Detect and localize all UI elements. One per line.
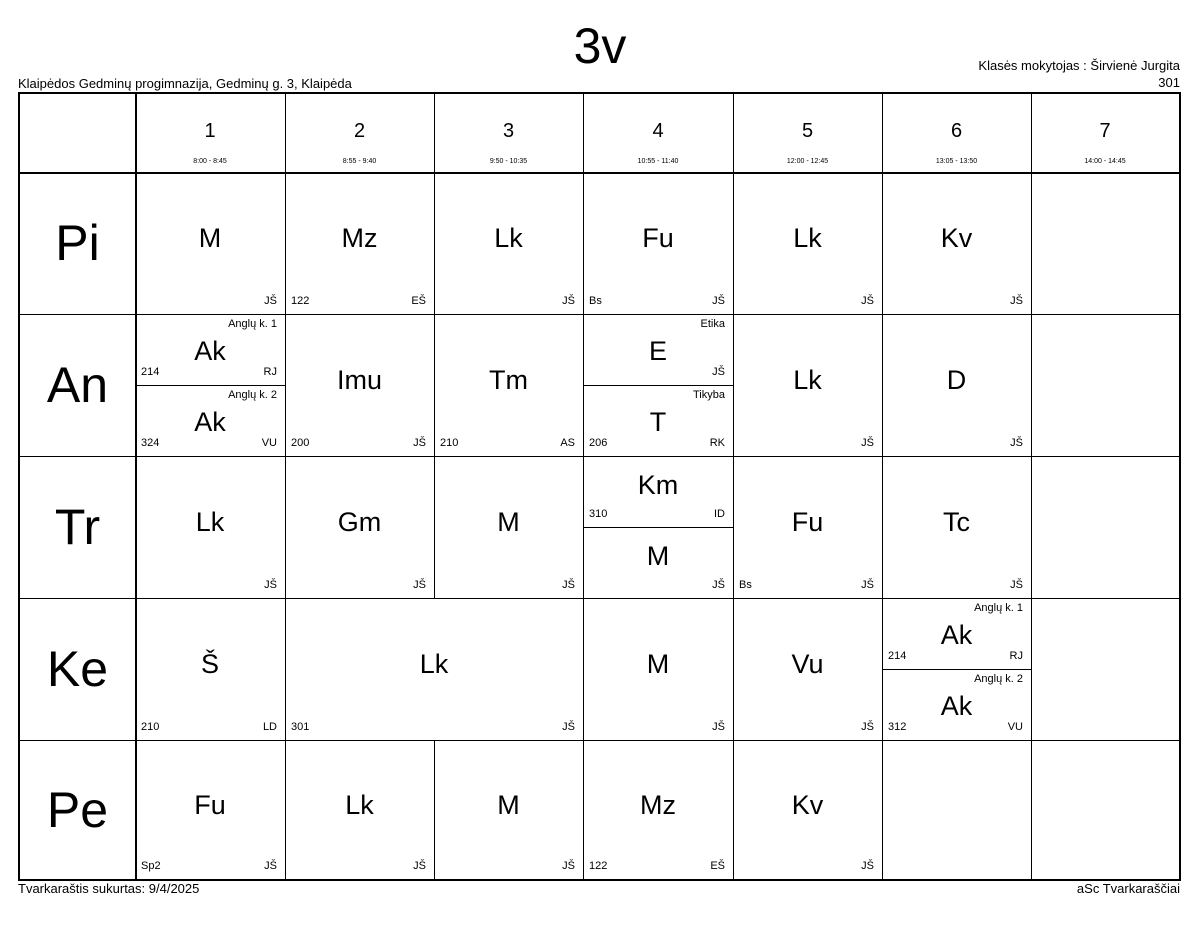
lesson-cell[interactable]: [733, 314, 882, 456]
teacher-initials: JŠ: [1010, 437, 1023, 449]
column-divider: [1031, 598, 1032, 740]
column-divider: [733, 94, 734, 172]
lesson-cell[interactable]: [135, 456, 285, 598]
room-number: 210: [141, 721, 160, 733]
subject-name: Imu: [336, 365, 382, 395]
column-divider: [583, 94, 584, 172]
lesson-cell[interactable]: [434, 740, 583, 879]
column-divider: [1031, 94, 1032, 172]
teacher-initials: JŠ: [562, 295, 575, 307]
class-teacher: Klasės mokytojas : Širvienė Jurgita: [978, 58, 1180, 73]
teacher-initials: JŠ: [861, 579, 874, 591]
lesson-cell[interactable]: [882, 172, 1031, 314]
period-time: 9:50 - 10:35: [489, 158, 528, 165]
subject-name: Mz: [341, 223, 378, 253]
subject-name: Lk: [494, 223, 523, 253]
column-divider: [1031, 456, 1032, 598]
room-number: Bs: [589, 295, 602, 307]
teacher-initials: JŠ: [712, 366, 725, 378]
subject-name: Gm: [337, 507, 382, 537]
room-number: 214: [141, 366, 160, 378]
teacher-initials: JŠ: [712, 579, 725, 591]
subject-name: M: [198, 223, 222, 253]
lesson-cell[interactable]: [882, 456, 1031, 598]
lesson-cell[interactable]: [135, 598, 285, 740]
lesson-cell[interactable]: [135, 740, 285, 879]
group-divider: [135, 385, 285, 386]
lesson-cell[interactable]: [434, 314, 583, 456]
group-label: Anglų k. 2: [228, 389, 277, 401]
lesson-cell[interactable]: [733, 456, 882, 598]
teacher-initials: RJ: [263, 366, 277, 378]
subject-name: E: [648, 335, 667, 366]
day-name: Pe: [46, 781, 109, 838]
period-number: 6: [950, 120, 963, 142]
period-time: 8:55 - 9:40: [342, 158, 377, 165]
group-label: Anglų k. 1: [974, 602, 1023, 614]
subject-name: Kv: [940, 223, 973, 253]
group-label: Tikyba: [693, 389, 725, 401]
teacher-initials: JŠ: [413, 860, 426, 872]
lesson-cell[interactable]: [882, 314, 1031, 456]
subject-name: Ak: [940, 619, 973, 650]
teacher-initials: JŠ: [562, 721, 575, 733]
subject-name: M: [646, 540, 670, 571]
group-label: Etika: [700, 318, 725, 330]
lesson-cell[interactable]: [583, 456, 733, 598]
lesson-cell[interactable]: [583, 740, 733, 879]
subject-name: Fu: [791, 507, 824, 537]
room-number: 312: [888, 721, 907, 733]
teacher-initials: JŠ: [264, 295, 277, 307]
subject-name: Ak: [194, 335, 226, 366]
group-divider: [882, 669, 1031, 670]
lesson-cell[interactable]: [285, 598, 583, 740]
room-number: 214: [888, 650, 907, 662]
subject-name: Lk: [195, 507, 225, 537]
lesson-cell[interactable]: [285, 456, 434, 598]
teacher-initials: JŠ: [712, 721, 725, 733]
lesson-cell[interactable]: [733, 598, 882, 740]
period-time: 12:00 - 12:45: [786, 158, 829, 165]
day-name: Tr: [54, 499, 101, 555]
room-number: 324: [141, 437, 160, 449]
teacher-initials: JŠ: [413, 579, 426, 591]
room-number: 310: [589, 508, 608, 520]
period-number: 2: [353, 120, 366, 142]
lesson-cell[interactable]: [135, 314, 285, 456]
lesson-cell[interactable]: [583, 172, 733, 314]
teacher-initials: JŠ: [264, 579, 277, 591]
teacher-initials: JŠ: [861, 860, 874, 872]
room-number: 122: [589, 860, 608, 872]
room-number: Sp2: [141, 860, 161, 872]
subject-name: T: [649, 406, 667, 437]
teacher-initials: JŠ: [712, 295, 725, 307]
subject-name: Vu: [791, 649, 824, 679]
room-number: 210: [440, 437, 459, 449]
column-divider: [1031, 740, 1032, 879]
lesson-cell[interactable]: [285, 740, 434, 879]
group-divider: [583, 527, 733, 528]
column-divider: [285, 94, 286, 172]
column-divider: [1031, 314, 1032, 456]
room-number: Bs: [739, 579, 752, 591]
day-name: An: [46, 357, 109, 413]
period-number: 1: [204, 120, 216, 142]
room-number: 122: [291, 295, 310, 307]
group-label: Anglų k. 2: [974, 673, 1023, 685]
lesson-cell[interactable]: [434, 172, 583, 314]
lesson-cell[interactable]: [882, 598, 1031, 740]
lesson-cell[interactable]: [733, 740, 882, 879]
lesson-cell[interactable]: [434, 456, 583, 598]
period-time: 13:05 - 13:50: [935, 158, 978, 165]
teacher-initials: EŠ: [411, 295, 426, 307]
subject-name: M: [497, 507, 520, 537]
teacher-initials: VU: [261, 437, 277, 449]
period-number: 4: [652, 120, 664, 142]
column-divider: [1031, 172, 1032, 314]
column-divider: [434, 94, 435, 172]
day-name: Pi: [55, 215, 100, 271]
class-room: 301: [1158, 75, 1180, 90]
period-time: 14:00 - 14:45: [1084, 158, 1126, 165]
room-number: 301: [291, 721, 310, 733]
column-divider: [882, 94, 883, 172]
teacher-initials: ID: [714, 508, 725, 520]
subject-name: Fu: [642, 223, 674, 253]
subject-name: Fu: [194, 789, 226, 820]
subject-name: Mz: [640, 789, 676, 820]
lesson-cell[interactable]: [583, 314, 733, 456]
teacher-initials: LD: [262, 721, 277, 733]
day-name: Ke: [46, 641, 109, 697]
period-time: 10:55 - 11:40: [637, 158, 679, 165]
lesson-cell[interactable]: [285, 314, 434, 456]
lesson-cell[interactable]: [135, 172, 285, 314]
subject-name: Tc: [943, 507, 970, 537]
period-number: 5: [801, 120, 814, 142]
teacher-initials: JŠ: [1010, 579, 1023, 591]
software-name: aSc Tvarkaraščiai: [1076, 881, 1180, 896]
room-number: 206: [589, 437, 608, 449]
subject-name: M: [497, 789, 520, 820]
period-number: 7: [1099, 120, 1111, 142]
subject-name: Ak: [940, 690, 973, 721]
lesson-cell[interactable]: [583, 598, 733, 740]
subject-name: Tm: [489, 365, 528, 395]
period-number: 3: [502, 120, 515, 142]
class-title: 3v: [573, 18, 627, 74]
lesson-cell[interactable]: [733, 172, 882, 314]
group-label: Anglų k. 1: [228, 318, 277, 330]
teacher-initials: JŠ: [861, 721, 874, 733]
group-divider: [583, 385, 733, 386]
column-divider: [882, 740, 883, 879]
subject-name: Km: [637, 469, 679, 500]
period-time: 8:00 - 8:45: [193, 158, 227, 165]
subject-name: Lk: [419, 649, 449, 679]
subject-name: Š: [200, 649, 219, 679]
teacher-initials: EŠ: [710, 860, 725, 872]
created-date: Tvarkaraštis sukurtas: 9/4/2025: [18, 881, 200, 896]
subject-name: Ak: [194, 406, 226, 437]
teacher-initials: AS: [560, 437, 575, 449]
lesson-cell[interactable]: [285, 172, 434, 314]
teacher-initials: JŠ: [413, 437, 426, 449]
timetable-grid: [18, 92, 1181, 881]
teacher-initials: JŠ: [562, 860, 575, 872]
teacher-initials: JŠ: [861, 295, 874, 307]
subject-name: Lk: [793, 223, 822, 253]
subject-name: D: [946, 365, 967, 395]
school-name: Klaipėdos Gedminų progimnazija, Gedminų g. 3, Klaipėda: [18, 76, 352, 91]
teacher-initials: JŠ: [264, 860, 277, 872]
room-number: 200: [291, 437, 310, 449]
teacher-initials: JŠ: [1010, 295, 1023, 307]
teacher-initials: RJ: [1009, 650, 1023, 662]
subject-name: Kv: [791, 789, 824, 820]
teacher-initials: JŠ: [562, 579, 575, 591]
subject-name: Lk: [345, 789, 374, 820]
subject-name: Lk: [793, 365, 822, 395]
teacher-initials: RK: [709, 437, 725, 449]
subject-name: M: [646, 649, 670, 679]
teacher-initials: JŠ: [861, 437, 874, 449]
teacher-initials: VU: [1007, 721, 1023, 733]
